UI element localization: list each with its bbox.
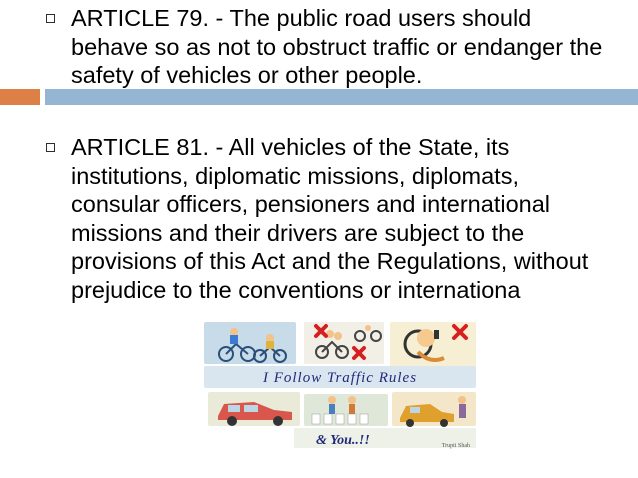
- bullet-text: ARTICLE 81. - All vehicles of the State, its institutions, diplomatic missions, diplomats, consular officers, pensioners and international missions and their drivers are subject to the provisions of this Act and the Regulations, without prejudice to the conventions or internationa: [71, 134, 589, 303]
- motorbike-icon: [316, 330, 348, 358]
- hollow-square-bullet-icon: [46, 143, 55, 152]
- illustration-title: I Follow Traffic Rules: [262, 370, 418, 386]
- cross-icon: [454, 326, 466, 338]
- illustration-drawing: [204, 322, 476, 450]
- car-icon: [400, 404, 454, 427]
- traffic-rules-illustration: [204, 322, 476, 450]
- car-icon: [218, 402, 292, 426]
- crosswalk-icon: [312, 414, 368, 424]
- accent-bar-blue: [45, 89, 638, 105]
- driver-icon: [405, 329, 444, 360]
- accent-bar-orange: [0, 89, 40, 105]
- illustration-footer: & You..!!: [316, 433, 370, 448]
- pedestrian-icon: [328, 396, 356, 414]
- pedestrian-icon: [458, 396, 466, 418]
- bullet-text: ARTICLE 79. - The public road users should behave so as not to obstruct traffic or endanger the safety of vehicles or other people.: [71, 5, 603, 88]
- bicycle-icon: [355, 325, 381, 341]
- bicycle-icon: [219, 328, 255, 361]
- hollow-square-bullet-icon: [46, 14, 55, 23]
- bicycle-icon: [254, 334, 286, 362]
- cross-icon: [316, 326, 364, 358]
- illustration-credit: Trupti Shah: [441, 443, 470, 449]
